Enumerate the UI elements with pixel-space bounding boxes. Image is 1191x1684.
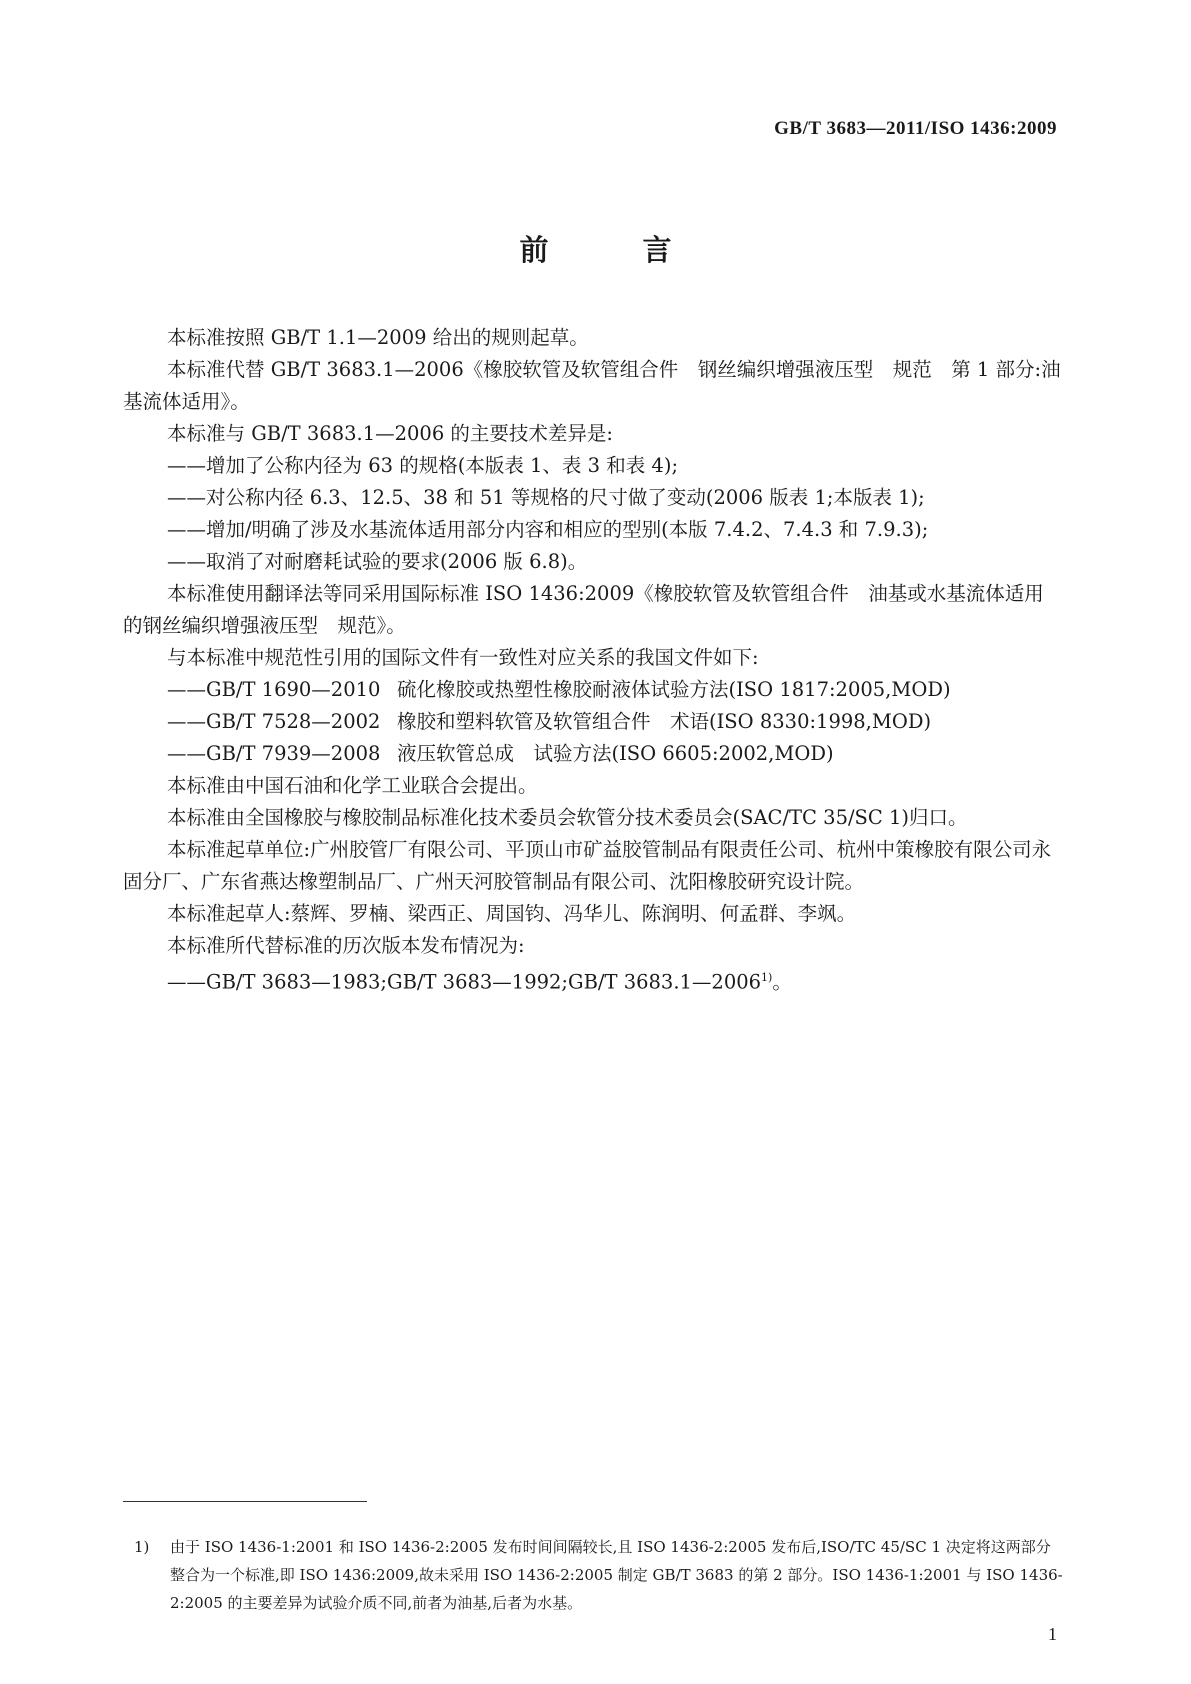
paragraph-adoption: 本标准使用翻译法等同采用国际标准 ISO 1436:2009《橡胶软管及软管组合件 油基或水基流体适用的钢丝编织增强液压型 规范》。 bbox=[123, 582, 1044, 637]
paragraph-managed-by: 本标准由全国橡胶与橡胶制品标准化技术委员会软管分技术委员会(SAC/TC 35/SC 1)归口。 bbox=[167, 806, 968, 829]
difference-item: ——增加/明确了涉及水基流体适用部分内容和相应的型别(本版 7.4.2、7.4.3 和 7.9.3); bbox=[167, 518, 929, 541]
paragraph-history-intro: 本标准所代替标准的历次版本发布情况为: bbox=[167, 934, 525, 957]
reference-title: 橡胶和塑料软管及软管组合件 术语(ISO 8330:1998,MOD) bbox=[397, 710, 932, 733]
difference-item: ——对公称内径 6.3、12.5、38 和 51 等规格的尺寸做了变动(2006 版表 1;本版表 1); bbox=[167, 486, 925, 509]
page-title: 前 言 bbox=[519, 233, 714, 267]
history-item bbox=[123, 962, 1063, 999]
difference-item: ——增加了公称内径为 63 的规格(本版表 1、表 3 和表 4); bbox=[167, 454, 679, 477]
footnote-divider bbox=[123, 1501, 367, 1502]
paragraph-proposed-by: 本标准由中国石油和化学工业联合会提出。 bbox=[167, 774, 538, 797]
standard-code: GB/T 3683—2011/ISO 1436:2009 bbox=[774, 118, 1057, 139]
reference-title: 硫化橡胶或热塑性橡胶耐液体试验方法(ISO 1817:2005,MOD) bbox=[397, 678, 951, 701]
difference-item: ——取消了对耐磨耗试验的要求(2006 版 6.8)。 bbox=[167, 550, 588, 573]
reference-item bbox=[123, 738, 1063, 770]
footnote-marker: 1) bbox=[134, 1538, 150, 1556]
paragraph-drafters: 本标准起草人:蔡辉、罗楠、梁西正、周国钧、冯华儿、陈润明、何孟群、李飒。 bbox=[167, 902, 857, 925]
paragraph-drafting-units: 本标准起草单位:广州胶管厂有限公司、平顶山市矿益胶管制品有限责任公司、杭州中策橡胶有限公司永固分厂、广东省燕达橡塑制品厂、广州天河胶管制品有限公司、沈阳橡胶研究设计院。 bbox=[123, 838, 1052, 893]
reference-title: 液压软管总成 试验方法(ISO 6605:2002,MOD) bbox=[397, 742, 834, 765]
paragraph-drafting-rule: 本标准按照 GB/T 1.1—2009 给出的规则起草。 bbox=[167, 326, 589, 349]
foreword-body bbox=[123, 322, 1063, 999]
reference-code: ——GB/T 1690—2010 bbox=[167, 678, 381, 701]
paragraph-references-intro: 与本标准中规范性引用的国际文件有一致性对应关系的我国文件如下: bbox=[167, 646, 759, 669]
paragraph-differences-intro: 本标准与 GB/T 3683.1—2006 的主要技术差异是: bbox=[167, 422, 614, 445]
footnote-ref: 1) bbox=[761, 971, 773, 984]
history-end: 。 bbox=[772, 970, 792, 994]
reference-code: ——GB/T 7939—2008 bbox=[167, 742, 381, 765]
reference-item bbox=[123, 706, 1063, 738]
history-text: ——GB/T 3683—1983;GB/T 3683—1992;GB/T 3683.1—2006 bbox=[167, 970, 762, 994]
paragraph-replaces: 本标准代替 GB/T 3683.1—2006《橡胶软管及软管组合件 钢丝编织增强液压型 规范 第 1 部分:油基流体适用》。 bbox=[123, 358, 1061, 413]
page-number: 1 bbox=[1048, 1624, 1057, 1644]
footnote bbox=[134, 1533, 1063, 1617]
reference-item bbox=[123, 674, 1063, 706]
reference-code: ——GB/T 7528—2002 bbox=[167, 710, 381, 733]
footnote-text: 由于 ISO 1436-1:2001 和 ISO 1436-2:2005 发布时间间隔较长,且 ISO 1436-2:2005 发布后,ISO/TC 45/SC 1 决定将这两部分整合为一个标准,即 ISO 1436:2009,故未采用 ISO 1436-2:2005 制定 GB/T 3683 的第 2 部分。ISO 1436-1:2001 与 ISO 1436-2:2005 的主要差异为试验介质不同,前者为油基,后者为水基。 bbox=[170, 1538, 1063, 1612]
